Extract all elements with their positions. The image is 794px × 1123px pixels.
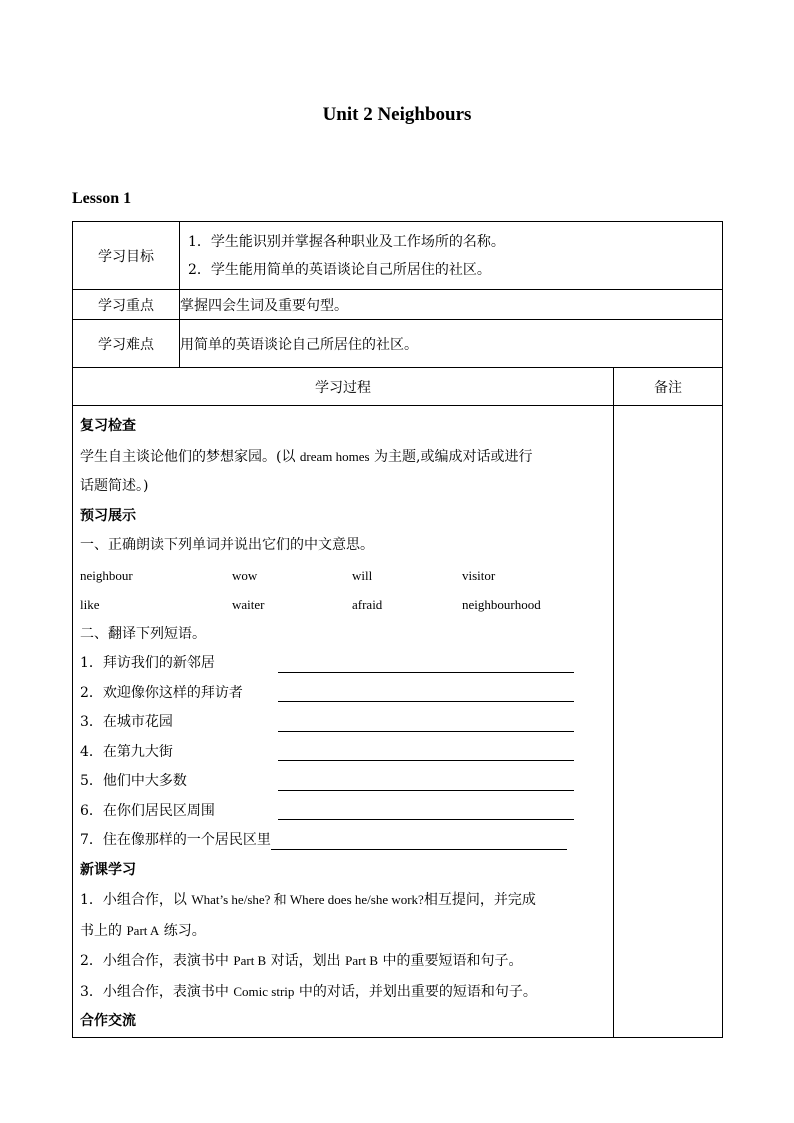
process-header: 学习过程 [73, 368, 614, 406]
word-row-1 [80, 561, 607, 591]
answer-blank[interactable] [278, 740, 574, 761]
answer-blank[interactable] [271, 829, 567, 850]
text-seg: 1．小组合作，以 [80, 892, 192, 908]
phrase-text: 6．在你们居民区周围 [80, 802, 215, 819]
phrase-text: 7．住在像那样的一个居民区里 [80, 832, 271, 848]
goals-cell [180, 222, 723, 290]
text-seg: 2．小组合作，表演书中 [80, 953, 234, 969]
text-seg: 中的对话，并划出重要的短语和句子。 [294, 983, 537, 1000]
word: visitor [462, 567, 496, 583]
phrase-item [80, 679, 607, 709]
goal-line-2: 2．学生能用简单的英语谈论自己所居住的社区。 [188, 261, 491, 278]
new-lesson-item-1 [80, 885, 607, 916]
phrase-text: 4．在第九大街 [80, 743, 173, 760]
phrase-item [80, 826, 607, 856]
text-seg: 对话，划出 [266, 953, 346, 969]
review-text-en: dream homes [299, 448, 370, 464]
preview-task1: 一、正确朗读下列单词并说出它们的中文意思。 [80, 537, 374, 553]
process-body [73, 406, 614, 1038]
text-seg: 相互提问，并完成 [423, 892, 536, 908]
phrase-item [80, 797, 607, 827]
new-lesson-item-2 [80, 946, 607, 977]
difficulty-text: 用简单的英语谈论自己所居住的社区。 [180, 320, 723, 368]
answer-blank[interactable] [278, 681, 574, 702]
text-seg: 中的重要短语和句子。 [378, 953, 523, 969]
phrase-item [80, 767, 607, 797]
lesson-plan-table [72, 221, 723, 1038]
text-seg-en: Part B [345, 953, 379, 968]
goal-line-1: 1．学生能识别并掌握各种职业及工作场所的名称。 [188, 233, 505, 250]
new-lesson-heading: 新课学习 [80, 861, 136, 878]
review-text [80, 442, 607, 473]
phrase-item [80, 738, 607, 768]
review-text-cont: 话题简述。) [80, 478, 149, 494]
word: afraid [352, 597, 383, 612]
phrase-item [80, 649, 607, 679]
phrase-text: 3．在城市花园 [80, 714, 173, 730]
review-text-a: 学生自主谈论他们的梦想家园。(以 [80, 448, 300, 465]
word: waiter [232, 597, 265, 612]
difficulty-label: 学习难点 [73, 320, 180, 368]
answer-blank[interactable] [278, 799, 574, 820]
focus-text: 掌握四会生词及重要句型。 [180, 290, 723, 320]
word: will [352, 567, 373, 583]
answer-blank[interactable] [278, 770, 574, 791]
word-row-2 [80, 590, 607, 620]
phrase-text: 1．拜访我们的新邻居 [80, 655, 215, 671]
notes-cell [614, 406, 723, 1038]
focus-label: 学习重点 [73, 290, 180, 320]
word: wow [232, 567, 258, 583]
new-lesson-item-1-cont [80, 916, 607, 947]
text-seg-en: Part B [233, 953, 267, 968]
new-lesson-item-3 [80, 977, 607, 1008]
preview-task2: 二、翻译下列短语。 [80, 625, 206, 642]
text-seg: 3．小组合作，表演书中 [80, 983, 234, 1000]
preview-heading: 预习展示 [80, 507, 136, 524]
word: like [80, 597, 100, 612]
text-seg-en: What’s he/she? 和 Where does he/she work? [191, 892, 424, 907]
text-seg-en: Comic strip [233, 983, 295, 999]
phrase-text: 2．欢迎像你这样的拜访者 [80, 684, 243, 701]
word: neighbourhood [462, 597, 541, 612]
text-seg: 练习。 [159, 922, 206, 939]
goals-label: 学习目标 [73, 222, 180, 290]
document-title: Unit 2 Neighbours [322, 104, 472, 125]
phrase-item [80, 708, 607, 738]
answer-blank[interactable] [278, 711, 574, 732]
text-seg: 书上的 [80, 922, 127, 939]
word: neighbour [80, 567, 133, 583]
answer-blank[interactable] [278, 652, 574, 673]
review-heading: 复习检查 [80, 418, 136, 434]
lesson-heading: Lesson 1 [72, 190, 132, 207]
text-seg-en: Part A [126, 922, 160, 938]
notes-header: 备注 [614, 368, 723, 406]
phrase-text: 5．他们中大多数 [80, 773, 187, 789]
review-text-b: 为主题,或编成对话或进行 [369, 448, 533, 465]
cooperate-heading: 合作交流 [80, 1013, 136, 1029]
